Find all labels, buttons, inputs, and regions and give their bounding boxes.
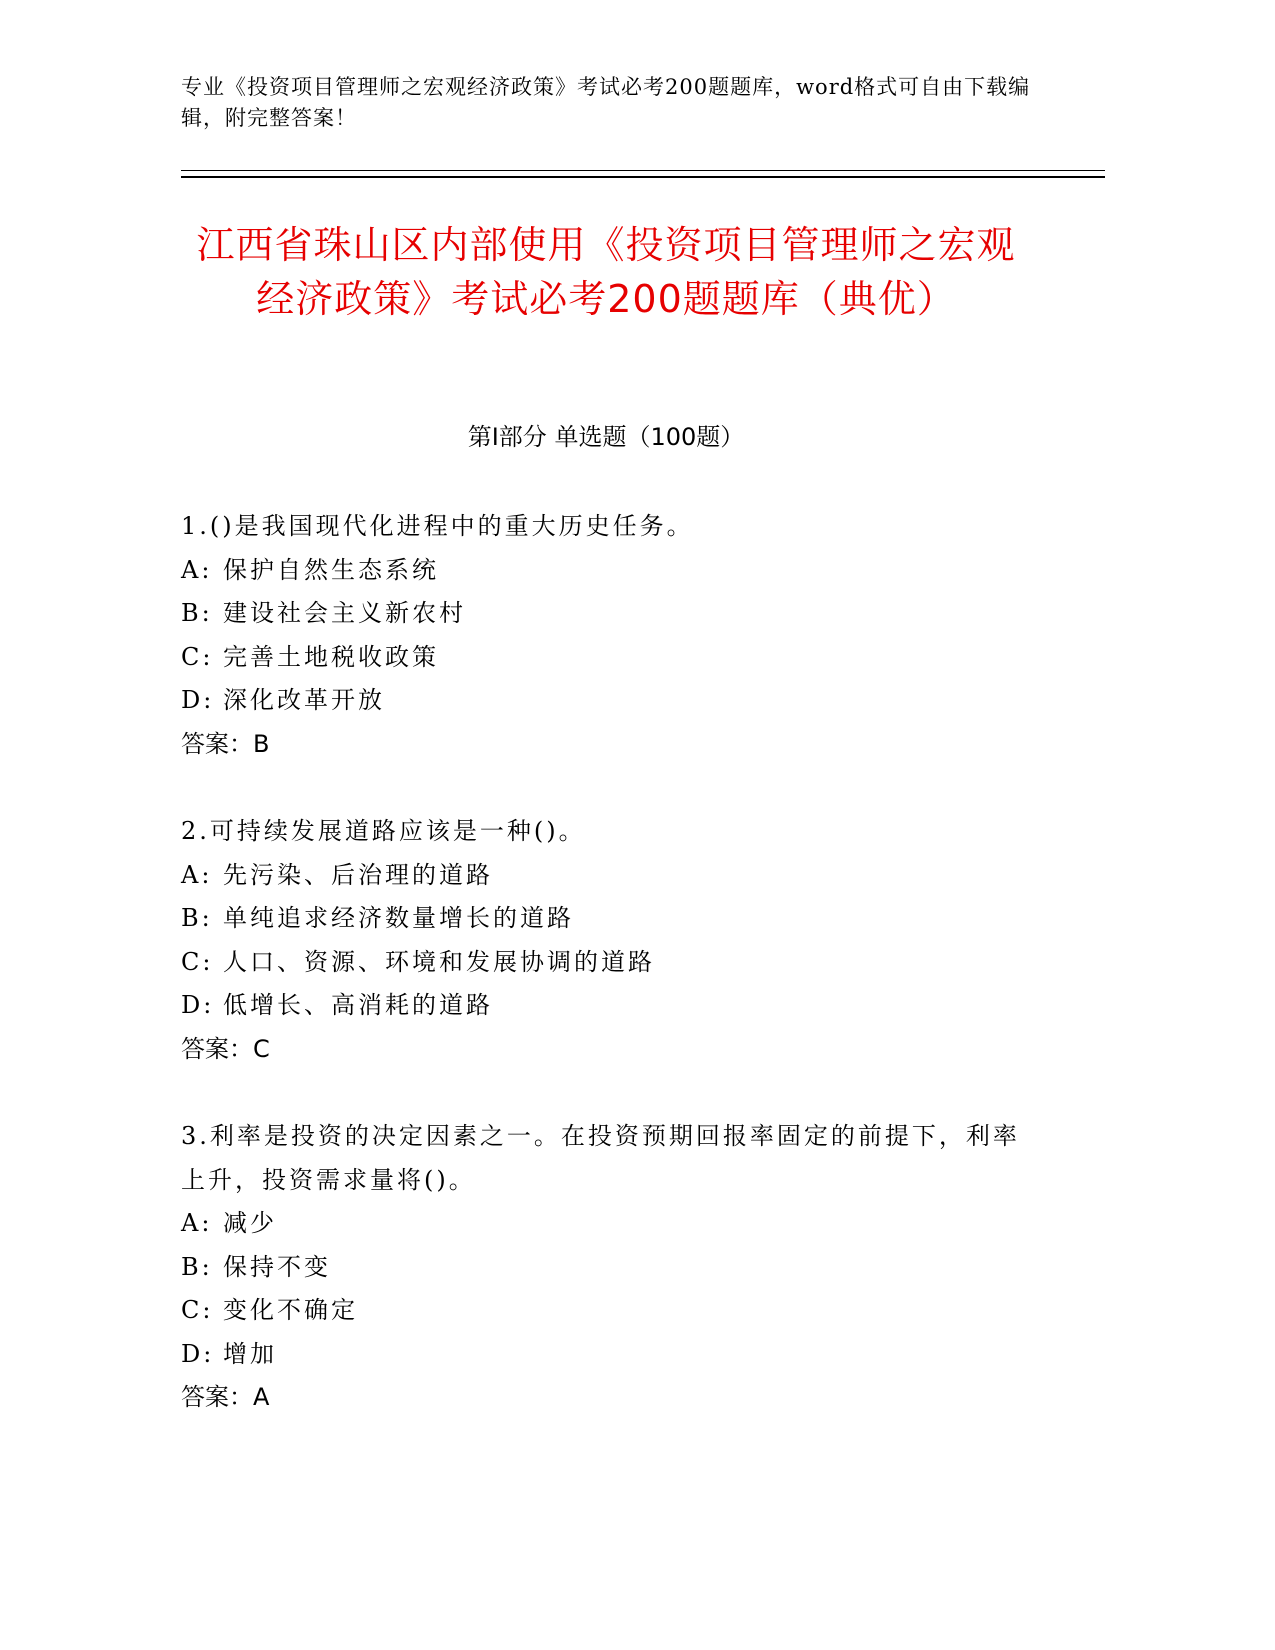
option-key: A:	[181, 555, 213, 584]
question-1	[181, 505, 1031, 766]
section-title: 第I部分 单选题（100题）	[467, 423, 745, 451]
answer: 答案：C	[181, 1034, 270, 1063]
option-text: 完善土地税收政策	[223, 642, 439, 671]
answer: 答案：A	[181, 1383, 270, 1411]
option-text: 先污染、后治理的道路	[223, 860, 493, 889]
question-stem: 2.可持续发展道路应该是一种()。	[181, 817, 586, 845]
option-key: D:	[181, 991, 215, 1019]
question-stem: 3.利率是投资的决定因素之一。在投资预期回报率固定的前提下，利率上升，投资需求量将()。	[181, 1122, 1020, 1194]
option-text: 人口、资源、环境和发展协调的道路	[223, 947, 655, 976]
document-title: 江西省珠山区内部使用《投资项目管理师之宏观经济政策》考试必考200题题库（典优）	[196, 223, 1016, 321]
question-2	[181, 810, 1031, 1071]
option-key: B:	[181, 599, 213, 627]
option-text: 深化改革开放	[223, 686, 385, 714]
option-key: C:	[181, 642, 214, 671]
option-c	[181, 1289, 1031, 1333]
option-d	[181, 984, 1031, 1028]
option-b	[181, 592, 1031, 636]
option-key: B:	[181, 904, 213, 932]
option-text: 建设社会主义新农村	[223, 599, 466, 627]
option-key: C:	[181, 1296, 214, 1324]
option-text: 增加	[223, 1339, 277, 1368]
option-d	[181, 679, 1031, 723]
option-a	[181, 1202, 1031, 1246]
question-3	[181, 1115, 1031, 1420]
option-key: C:	[181, 947, 214, 976]
option-text: 保护自然生态系统	[223, 555, 439, 584]
option-text: 保持不变	[223, 1252, 331, 1281]
option-c	[181, 636, 1031, 680]
answer: 答案：B	[181, 729, 270, 758]
option-text: 单纯追求经济数量增长的道路	[223, 904, 574, 932]
option-text: 减少	[223, 1209, 277, 1237]
option-a	[181, 549, 1031, 593]
option-key: D:	[181, 686, 215, 714]
option-d	[181, 1333, 1031, 1377]
option-key: A:	[181, 1209, 213, 1237]
option-a	[181, 854, 1031, 898]
header-note: 专业《投资项目管理师之宏观经济政策》考试必考200题题库，word格式可自由下载编辑，附完整答案！	[181, 75, 1031, 130]
header-rule-thick	[181, 176, 1105, 178]
option-text: 低增长、高消耗的道路	[223, 991, 493, 1019]
option-key: A:	[181, 860, 213, 889]
option-b	[181, 1246, 1031, 1290]
option-key: B:	[181, 1252, 213, 1281]
option-b	[181, 897, 1031, 941]
option-text: 变化不确定	[223, 1296, 358, 1324]
question-stem: 1.()是我国现代化进程中的重大历史任务。	[181, 512, 694, 540]
option-key: D:	[181, 1339, 215, 1368]
question-list	[181, 505, 1031, 1464]
header-rule-thin	[181, 170, 1105, 171]
option-c	[181, 941, 1031, 985]
